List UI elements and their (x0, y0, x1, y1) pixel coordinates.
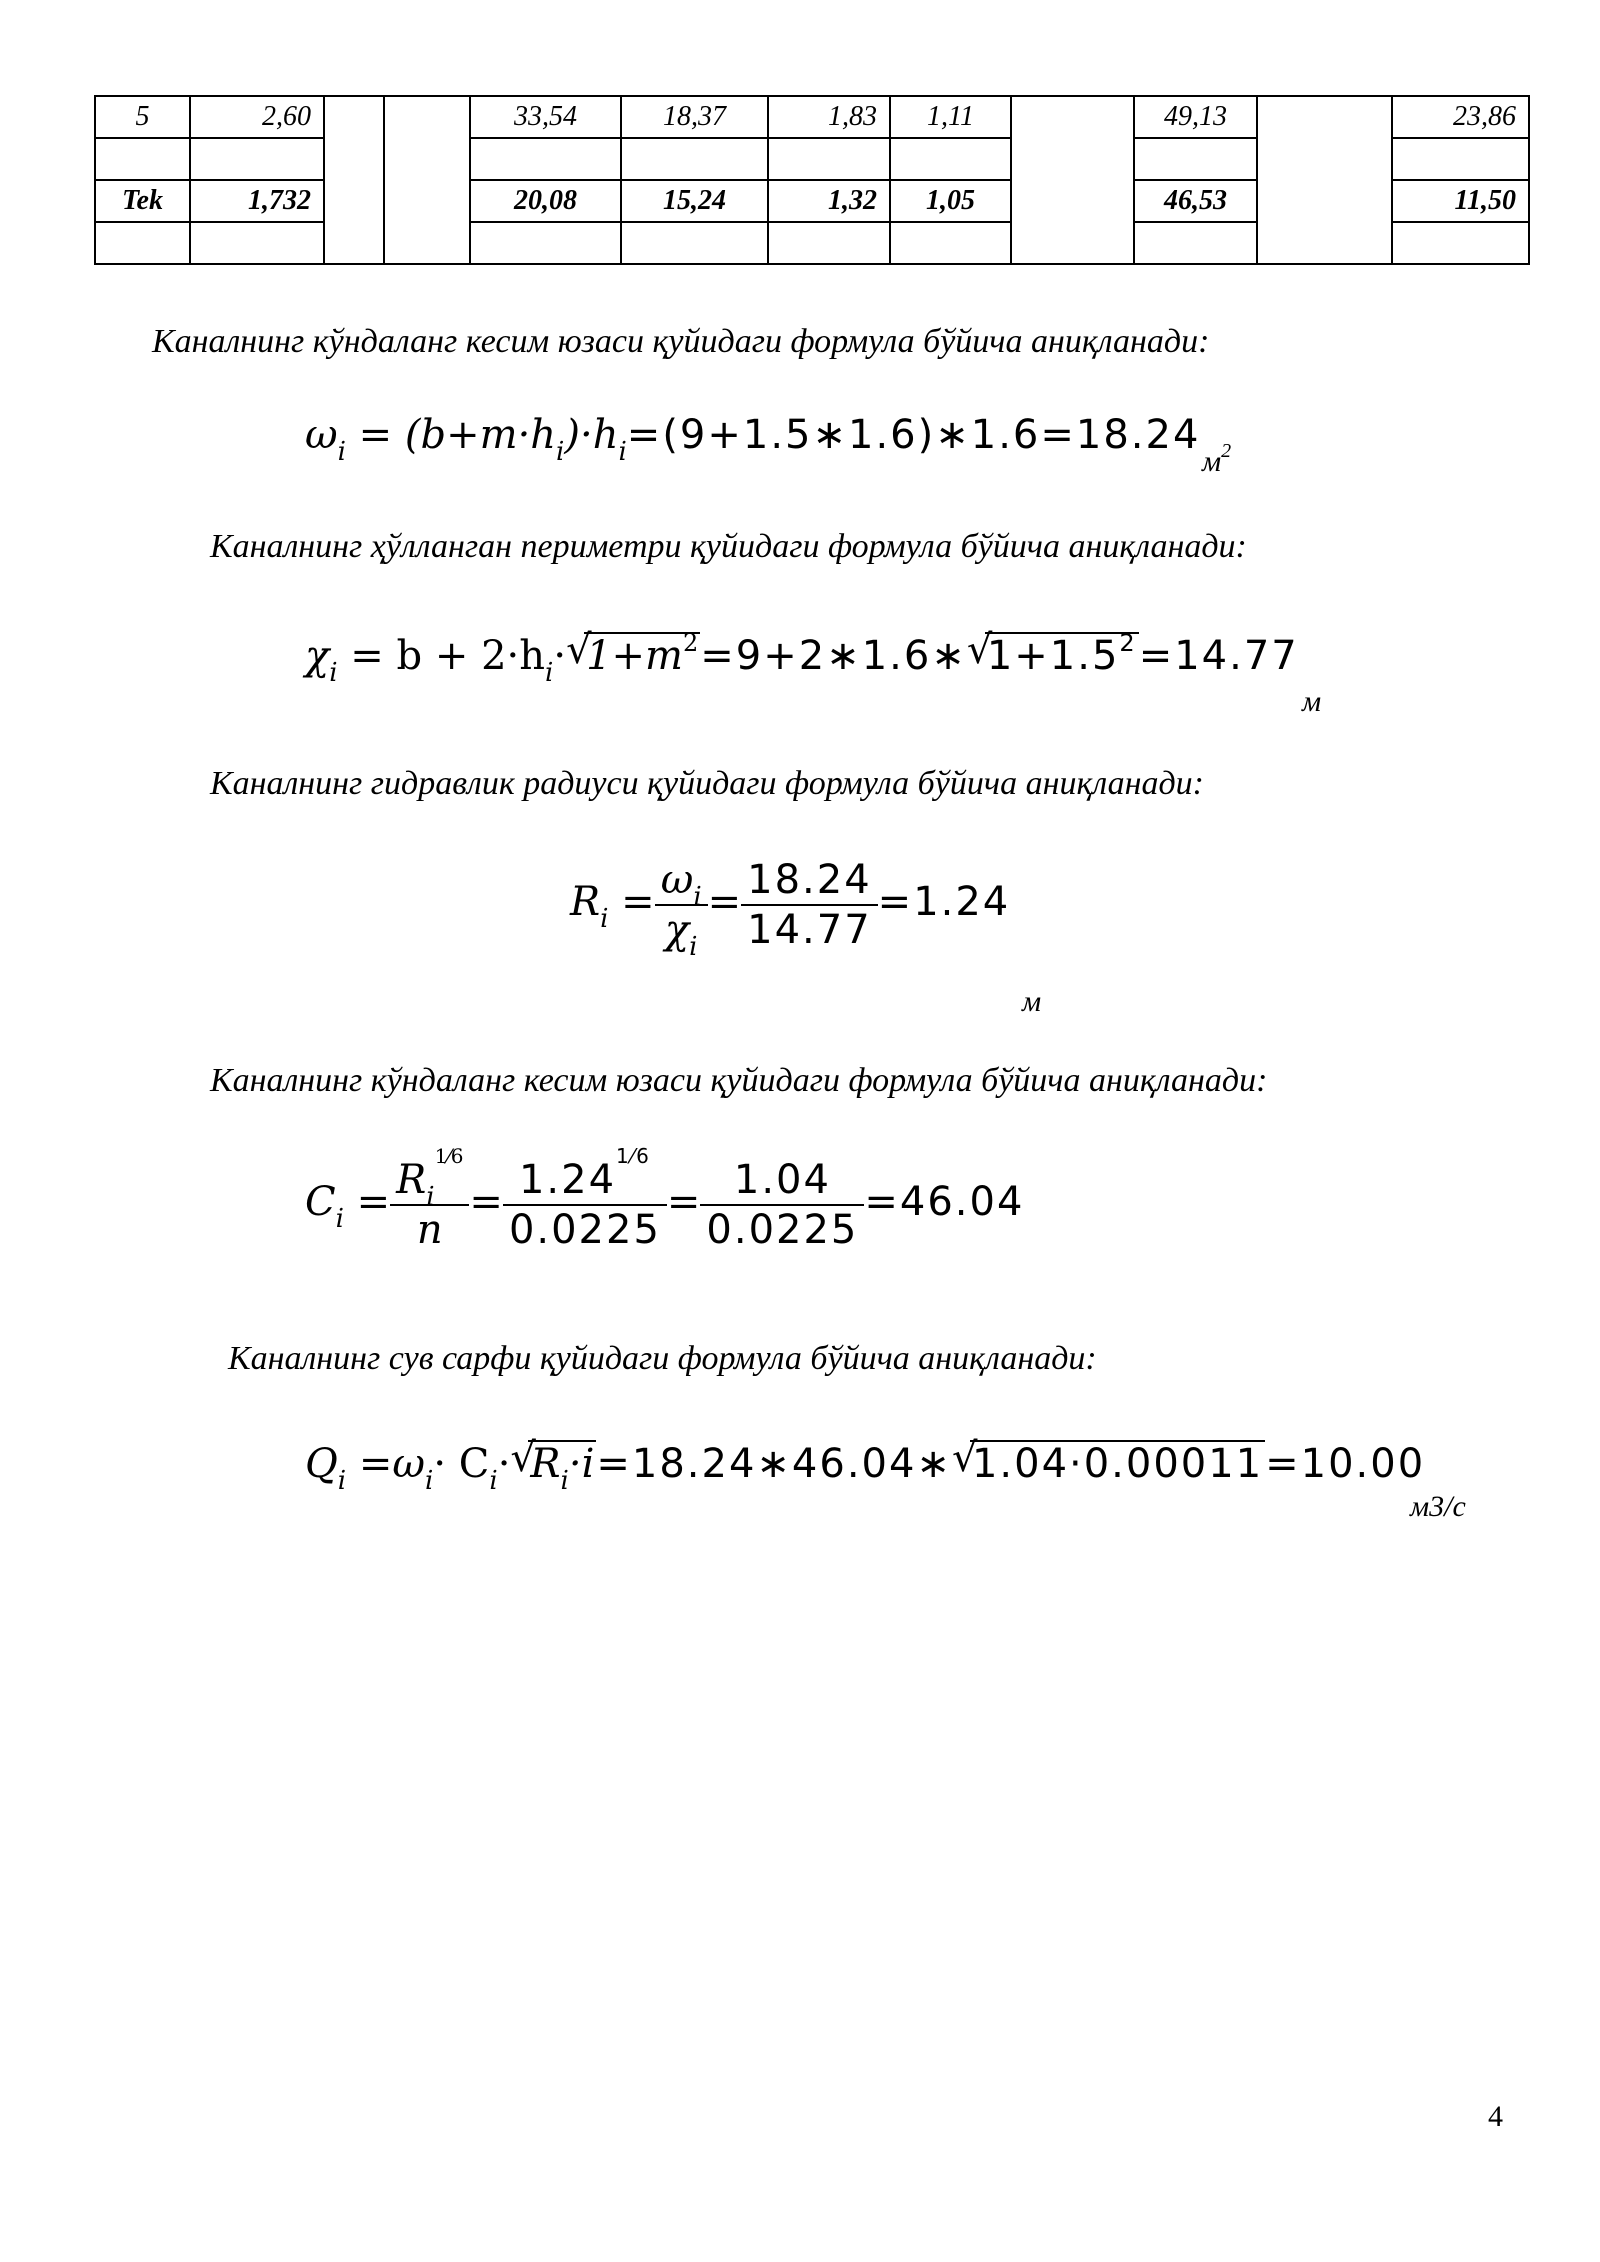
table-cell (1257, 96, 1392, 264)
denominator: 0.0225 (503, 1204, 667, 1250)
subscript: i (329, 658, 338, 688)
omega-symbol: ω (305, 412, 338, 458)
table-cell (1134, 222, 1257, 264)
perimeter-unit: м (1302, 685, 1322, 718)
numerator: 1.24 (518, 1157, 617, 1203)
fraction (503, 1144, 667, 1253)
table-cell: 18,37 (621, 96, 768, 138)
table-cell (384, 96, 470, 264)
radicand-tail: ·i (568, 1441, 595, 1487)
flow-substitution: =18.24∗46.04∗ (596, 1441, 952, 1487)
radius-unit: м (1022, 985, 1042, 1018)
radius-caption: Каналнинг гидравлик радиуси қуйидаги формула бўйича аниқланади: (210, 765, 1204, 802)
table-cell (890, 222, 1011, 264)
subscript: i (556, 437, 565, 467)
area-expression-mid: )·h (564, 412, 619, 458)
numerator: ω (660, 857, 694, 903)
area-result: =(9+1.5∗1.6)∗1.6=18.24 (626, 412, 1201, 458)
table-cell (1011, 96, 1134, 264)
sqrt-symbol (967, 629, 1139, 679)
equals-sign: = (621, 879, 655, 925)
table-cell: 20,08 (470, 180, 621, 222)
flow-expression-c: · C (433, 1441, 490, 1487)
radius-formula (570, 857, 1011, 962)
subscript: i (426, 1182, 435, 1212)
subscript: i (689, 932, 698, 962)
denominator: χ (664, 907, 690, 953)
area-expression-open: (b+m·h (404, 412, 557, 458)
chezy-caption: Каналнинг кўндаланг кесим юзаси қуйидаги формула бўйича аниқланади: (210, 1062, 1268, 1099)
subscript: i (693, 882, 702, 912)
table-cell (95, 138, 190, 180)
page-number: 4 (1488, 2100, 1503, 2133)
subscript: i (545, 658, 554, 688)
flow-caption: Каналнинг сув сарфи қуйидаги формула бўйича аниқланади: (228, 1340, 1097, 1377)
dot-operator: · (553, 633, 567, 679)
table-cell (621, 138, 768, 180)
area-caption: Каналнинг кўндаланг кесим юзаси қуйидаги формула бўйича аниқланади: (152, 323, 1210, 360)
radicand: 1.04·0.00011 (971, 1441, 1264, 1487)
table-cell: 1,05 (890, 180, 1011, 222)
perimeter-substitution: =9+2∗1.6∗ (700, 633, 967, 679)
table-cell (190, 222, 324, 264)
numerator: 18.24 (747, 857, 872, 903)
dot-operator: · (497, 1441, 511, 1487)
unit-label: м (1202, 445, 1222, 478)
table-cell: 33,54 (470, 96, 621, 138)
radicand: 1+m (586, 633, 683, 679)
flow-unit: м3/с (1410, 1490, 1466, 1523)
exponent: 2 (1119, 629, 1137, 657)
flow-expression: =ω (358, 1441, 425, 1487)
table-cell: 11,50 (1392, 180, 1529, 222)
table-cell (470, 222, 621, 264)
table-cell (1392, 138, 1529, 180)
radicand: 1+1.5 (986, 633, 1120, 679)
fraction (655, 857, 708, 962)
data-table (94, 95, 1530, 265)
perimeter-result: =14.77 (1138, 633, 1299, 679)
table-cell (1392, 222, 1529, 264)
table-cell: 1,11 (890, 96, 1011, 138)
exponent: 1⁄6 (434, 1144, 464, 1168)
table-row (95, 96, 1529, 138)
table-cell: 1,32 (768, 180, 890, 222)
table-cell (768, 138, 890, 180)
flow-result: =10.00 (1265, 1441, 1426, 1487)
fraction (741, 857, 878, 953)
table-cell (1134, 138, 1257, 180)
fraction (700, 1157, 864, 1253)
subscript: i (337, 437, 346, 467)
radius-symbol: R (570, 879, 601, 925)
chezy-symbol: C (305, 1179, 336, 1225)
table-cell (470, 138, 621, 180)
subscript: i (560, 1466, 569, 1496)
table-cell (890, 138, 1011, 180)
chezy-result: =46.04 (864, 1179, 1025, 1225)
equals-sign: = (666, 1179, 701, 1225)
unit-exponent: 2 (1221, 440, 1232, 462)
numerator: 1.04 (733, 1157, 831, 1203)
table-cell: 46,53 (1134, 180, 1257, 222)
equals-sign: = (356, 1179, 391, 1225)
area-formula (305, 412, 1201, 467)
subscript: i (424, 1466, 434, 1496)
table-cell (95, 222, 190, 264)
table-cell: 2,60 (190, 96, 324, 138)
subscript: i (337, 1466, 347, 1496)
denominator: 0.0225 (700, 1204, 864, 1250)
equals-sign: = (707, 879, 742, 925)
equals-sign: = (469, 1179, 503, 1225)
radicand: R (530, 1441, 561, 1487)
subscript: i (489, 1466, 498, 1496)
area-unit (1202, 440, 1232, 479)
equals-sign: = (358, 412, 393, 458)
table-cell: 1,732 (190, 180, 324, 222)
perimeter-expression: = b + 2·h (350, 633, 546, 679)
chezy-formula (305, 1144, 1025, 1253)
numerator: R (396, 1157, 427, 1203)
table-cell: 5 (95, 96, 190, 138)
fraction (390, 1144, 469, 1253)
sqrt-symbol (952, 1440, 1265, 1487)
subscript: i (618, 437, 627, 467)
sqrt-symbol (566, 629, 700, 679)
exponent: 1⁄6 (616, 1144, 651, 1168)
flow-symbol: Q (305, 1441, 338, 1487)
table-cell: 49,13 (1134, 96, 1257, 138)
table-cell: Tek (95, 180, 190, 222)
table-cell: 1,83 (768, 96, 890, 138)
table-cell (324, 96, 384, 264)
table-cell (190, 138, 324, 180)
chi-symbol: χ (305, 633, 330, 679)
exponent: 2 (682, 629, 699, 657)
table-cell: 15,24 (621, 180, 768, 222)
table-cell (768, 222, 890, 264)
perimeter-formula (305, 629, 1299, 688)
sqrt-symbol (510, 1440, 596, 1496)
denominator: n (390, 1204, 469, 1250)
flow-formula (305, 1440, 1426, 1496)
radius-result: =1.24 (877, 879, 1011, 925)
subscript: i (335, 1204, 344, 1234)
perimeter-caption: Каналнинг ҳўлланган периметри қуйидаги формула бўйича аниқланади: (210, 528, 1247, 565)
denominator: 14.77 (741, 904, 878, 950)
subscript: i (600, 904, 609, 934)
table-cell (621, 222, 768, 264)
table-cell: 23,86 (1392, 96, 1529, 138)
